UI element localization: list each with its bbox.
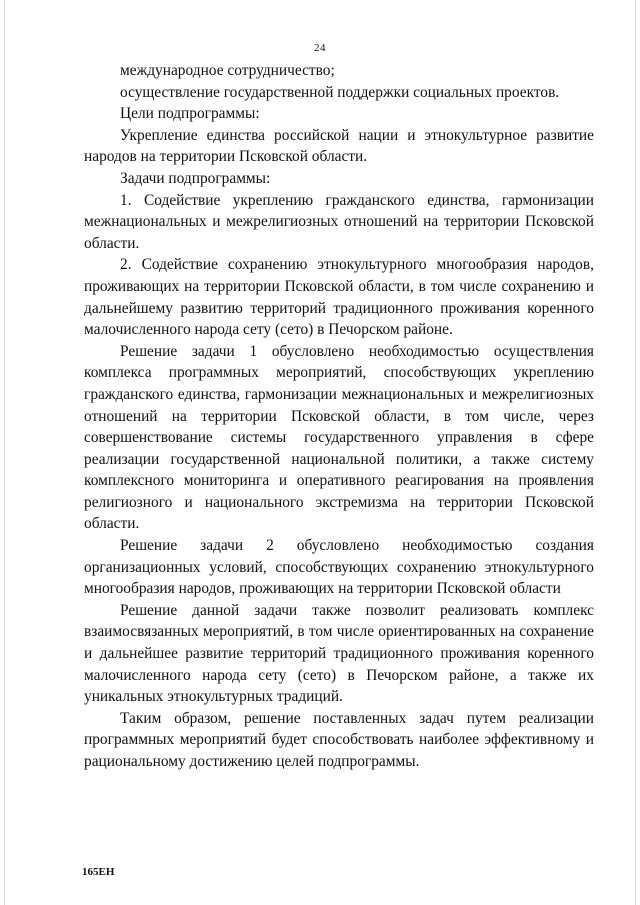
paragraph: Решение данной задачи также позволит реализовать комплекс взаимосвязанных мероприятий, в том числе ориентированных на сохранение и дальнейшее развитие территорий традиционного проживания коренного малочисленного народа сету (сето) в Печорском районе, а также их уникальных этнокультурных традиций. <box>84 601 594 706</box>
page-number: 24 <box>314 42 326 54</box>
section-heading: Цели подпрограммы: <box>120 105 260 123</box>
section-heading: Задачи подпрограммы: <box>120 169 271 187</box>
scan-edge-right <box>635 0 636 905</box>
text-line: международное сотрудничество; <box>120 62 335 79</box>
paragraph: Укрепление единства российской нации и этнокультурное развитие народов на территории Псковской области. <box>84 126 594 166</box>
paragraph: Решение задачи 1 обусловлено необходимостью осуществления комплекса программных мероприятий, способствующих укреплению гражданского единства, гармонизации межнациональных и межрелигиозных отношений на территории Псковской области, в том числе, через совершенствование системы государственного управления в сфере реализации государственной национальной политики, а также систему комплексного мониторинга и оперативного реагирования на проявления религиозного и национального экстремизма на территории Псковской области. <box>84 342 594 533</box>
paragraph: 2. Содействие сохранению этнокультурного многообразия народов, проживающих на территории Псковской области, в том числе сохранению и дальнейшему развитию территорий традиционного проживания коренного малочисленного народа сету (сето) в Печорском районе. <box>84 256 594 339</box>
document-body <box>84 60 594 773</box>
scan-edge-left <box>4 0 5 905</box>
paragraph: Таким образом, решение поставленных задач путем реализации программных мероприятий будет способствовать наиболее эффективному и рациональному достижению целей подпрограммы. <box>84 709 594 770</box>
text-line: осуществление государственной поддержки социальных проектов. <box>120 83 560 101</box>
paragraph: 1. Содействие укреплению гражданского единства, гармонизации межнациональных и межрелигиозных отношений на территории Псковской области. <box>84 191 594 252</box>
paragraph: Решение задачи 2 обусловлено необходимостью создания организационных условий, способствующих сохранению этнокультурного многообразия народов, проживающих на территории Псковской области <box>84 537 594 598</box>
footer-document-code: 165ЕН <box>82 866 115 878</box>
